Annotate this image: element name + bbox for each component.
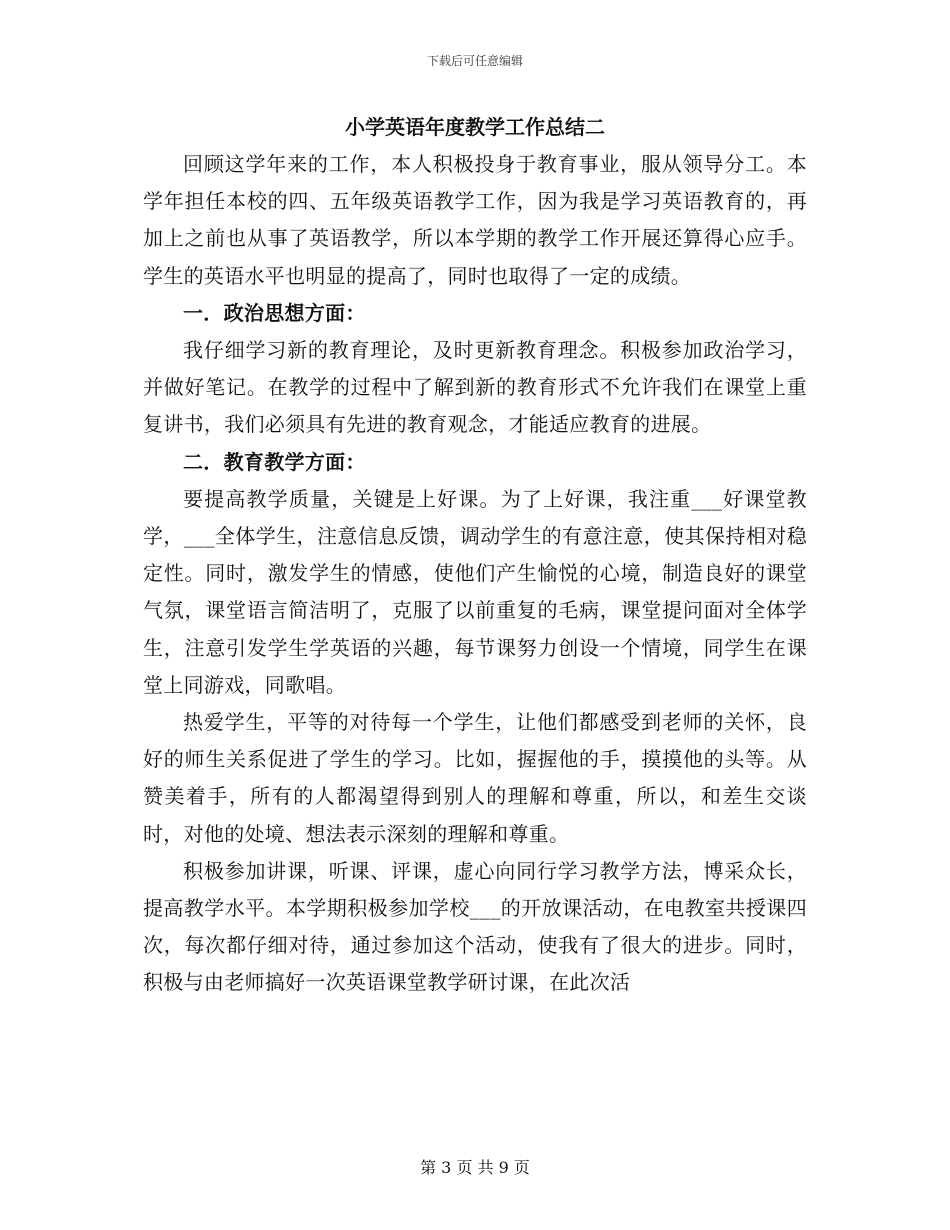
- header-note: 下载后可任意编辑: [426, 54, 523, 68]
- paragraph-intro: 回顾这学年来的工作，本人积极投身于教育事业，服从领导分工。本学年担任本校的四、五年级英语教学工作，因为我是学习英语教育的，再加上之前也从事了英语教学，所以本学期的教学工作开展还算得心应手。学生的英语水平也明显的提高了，同时也取得了一定的成绩。: [143, 152, 807, 288]
- page-number: 第 3 页 共 9 页: [420, 1158, 530, 1177]
- paragraph-lectures: 积极参加讲课，听课、评课，虚心向同行学习教学方法，博采众长，提高教学水平。本学期积极参加学校___的开放课活动，在电教室共授课四次，每次都仔细对待，通过参加这个活动，使我有了很大的进步。同时，积极与由老师搞好一次英语课堂教学研讨课，在此次活: [143, 858, 807, 995]
- document-body: [143, 112, 807, 1002]
- paragraph-care-students: 热爱学生，平等的对待每一个学生，让他们都感受到老师的关怀，良好的师生关系促进了学生的学习。比如，握握他的手，摸摸他的头等。从赞美着手，所有的人都渴望得到别人的理解和尊重，所以，和差生交谈时，对他的处境、想法表示深刻的理解和尊重。: [143, 710, 807, 846]
- section-heading-political: 一．政治思想方面：: [183, 300, 366, 325]
- section-heading-teaching: 二．教育教学方面：: [183, 449, 366, 474]
- paragraph-teaching-quality: 要提高教学质量，关键是上好课。为了上好课，我注重___好课堂教学，___全体学生，注意信息反馈，调动学生的有意注意，使其保持相对稳定性。同时，激发学生的情感，使他们产生愉悦的心境，制造良好的课堂气氛，课堂语言简洁明了，克服了以前重复的毛病，课堂提问面对全体学生，注意引发学生学英语的兴趣，每节课努力创设一个情境，同学生在课堂上同游戏，同歌唱。: [143, 486, 807, 697]
- paragraph-political: 我仔细学习新的教育理论，及时更新教育理念。积极参加政治学习，并做好笔记。在教学的过程中了解到新的教育形式不允许我们在课堂上重复讲书，我们必须具有先进的教育观念，才能适应教育的进展。: [143, 338, 807, 437]
- document-title: 小学英语年度教学工作总结二: [345, 115, 605, 139]
